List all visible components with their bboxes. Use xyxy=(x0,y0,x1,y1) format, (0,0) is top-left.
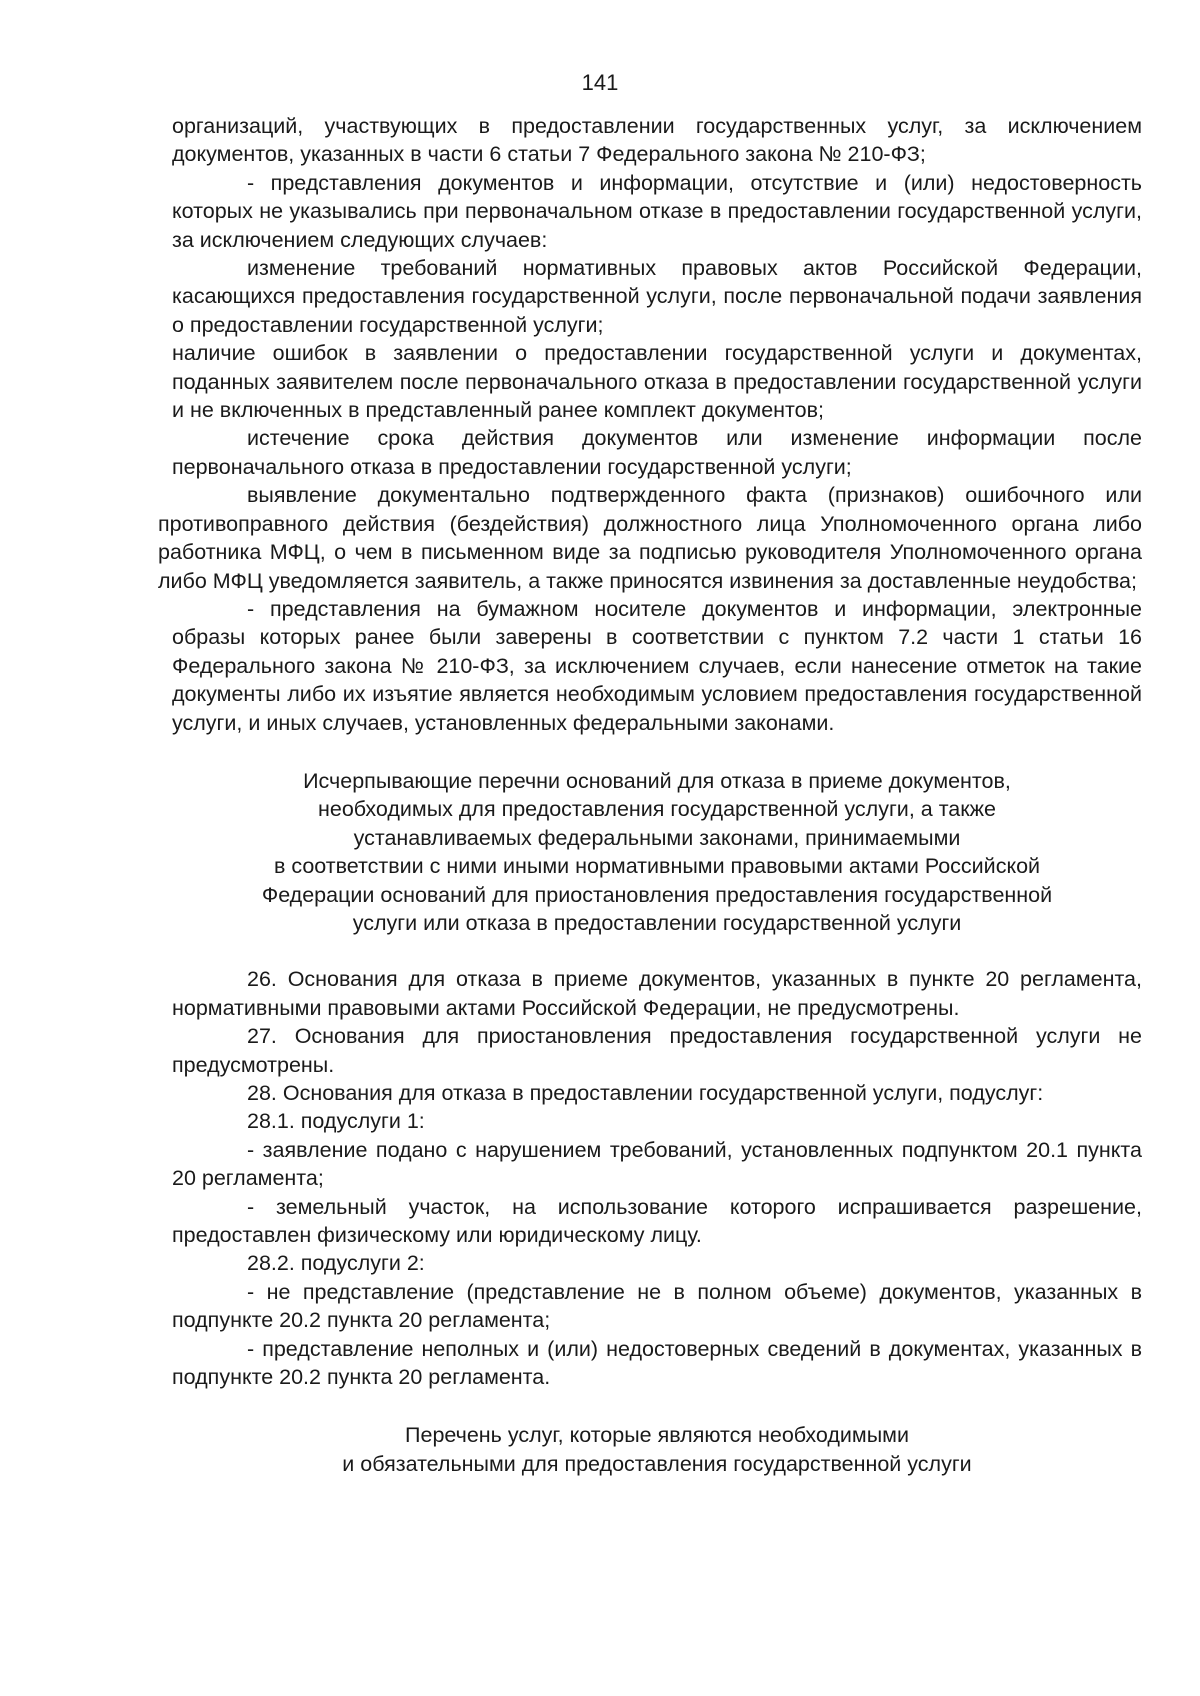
paragraph: изменение требований нормативных правовых актов Российской Федерации, касающихся предоставления государственной услуги, после первоначальной подачи заявления о предоставлении государственной услуги; xyxy=(172,256,1142,337)
heading-line: и обязательными для предоставления государственной услуги xyxy=(342,1451,972,1476)
paragraph: - представление неполных и (или) недостоверных сведений в документах, указанных в подпункте 20.2 пункта 20 регламента. xyxy=(172,1336,1142,1390)
paragraph: организаций, участвующих в предоставлении государственных услуг, за исключением документов, указанных в части 6 статьи 7 Федерального закона № 210-ФЗ; xyxy=(172,114,1142,167)
paragraph: - не представление (представление не в полном объеме) документов, указанных в подпункте 20.2 пункта 20 регламента; xyxy=(172,1279,1142,1333)
heading-line: Федерации оснований для приостановления предоставления государственной xyxy=(261,882,1053,907)
section-heading xyxy=(172,767,1142,937)
heading-line: необходимых для предоставления государственной услуги, а также xyxy=(317,797,997,822)
heading-line: Исчерпывающие перечни оснований для отказа в приеме документов, xyxy=(303,768,1011,793)
spacer xyxy=(172,1391,1142,1421)
spacer xyxy=(172,737,1142,767)
paragraph: 26. Основания для отказа в приеме документов, указанных в пункте 20 регламента, нормативными правовыми актами Российской Федерации, не предусмотрены. xyxy=(172,967,1142,1020)
heading-line: в соответствии с ними иными нормативными правовыми актами Российской xyxy=(273,854,1041,879)
paragraph: истечение срока действия документов или изменение информации после первоначального отказа в предоставлении государственной услуги; xyxy=(172,426,1142,479)
heading-line: Перечень услуг, которые являются необходимыми xyxy=(405,1423,909,1448)
paragraph: 28.2. подуслуги 2: xyxy=(247,1251,425,1276)
section-heading xyxy=(172,1421,1142,1478)
paragraph: выявление документально подтвержденного факта (признаков) ошибочного или противоправного действия (бездействия) должностного лица Уполномоченного органа либо работника МФЦ, о чем в письменном виде за подписью руководителя Уполномоченного органа либо МФЦ уведомляется заявитель, а также приносятся извинения за доставленные неудобства; xyxy=(158,483,1142,593)
spacer xyxy=(172,937,1142,965)
paragraph: - заявление подано с нарушением требований, установленных подпунктом 20.1 пункта 20 регламента; xyxy=(172,1137,1142,1191)
paragraph: 27. Основания для приостановления предоставления государственной услуги не предусмотрены. xyxy=(172,1024,1142,1077)
paragraph: 28.1. подуслуги 1: xyxy=(247,1109,425,1134)
paragraph: - представления на бумажном носителе документов и информации, электронные образы которых ранее были заверены в соответствии с пунктом 7.2 части 1 статьи 16 Федерального закона № 210-ФЗ, за исключением случаев, если нанесение отметок на такие документы либо их изъятие является необходимым условием предоставления государственной услуги, и иных случаев, установленных федеральными законами. xyxy=(172,596,1142,735)
paragraph: - земельный участок, на использование которого испрашивается разрешение, предоставлен физическому или юридическому лицу. xyxy=(172,1194,1142,1248)
paragraph: 28. Основания для отказа в предоставлении государственной услуги, подуслуг: xyxy=(247,1081,1044,1105)
paragraph: - представления документов и информации, отсутствие и (или) недостоверность которых не указывались при первоначальном отказе в предоставлении государственной услуги, за исключением следующих случаев: xyxy=(172,170,1142,252)
paragraph: наличие ошибок в заявлении о предоставлении государственной услуги и документах, поданных заявителем после первоначального отказа в предоставлении государственной услуги и не включенных в представленный ранее комплект документов; xyxy=(172,341,1142,423)
page-content xyxy=(158,112,1142,1478)
heading-line: услуги или отказа в предоставлении государственной услуги xyxy=(352,910,962,935)
heading-line: устанавливаемых федеральными законами, принимаемыми xyxy=(353,825,961,850)
page-number: 141 xyxy=(581,70,619,95)
